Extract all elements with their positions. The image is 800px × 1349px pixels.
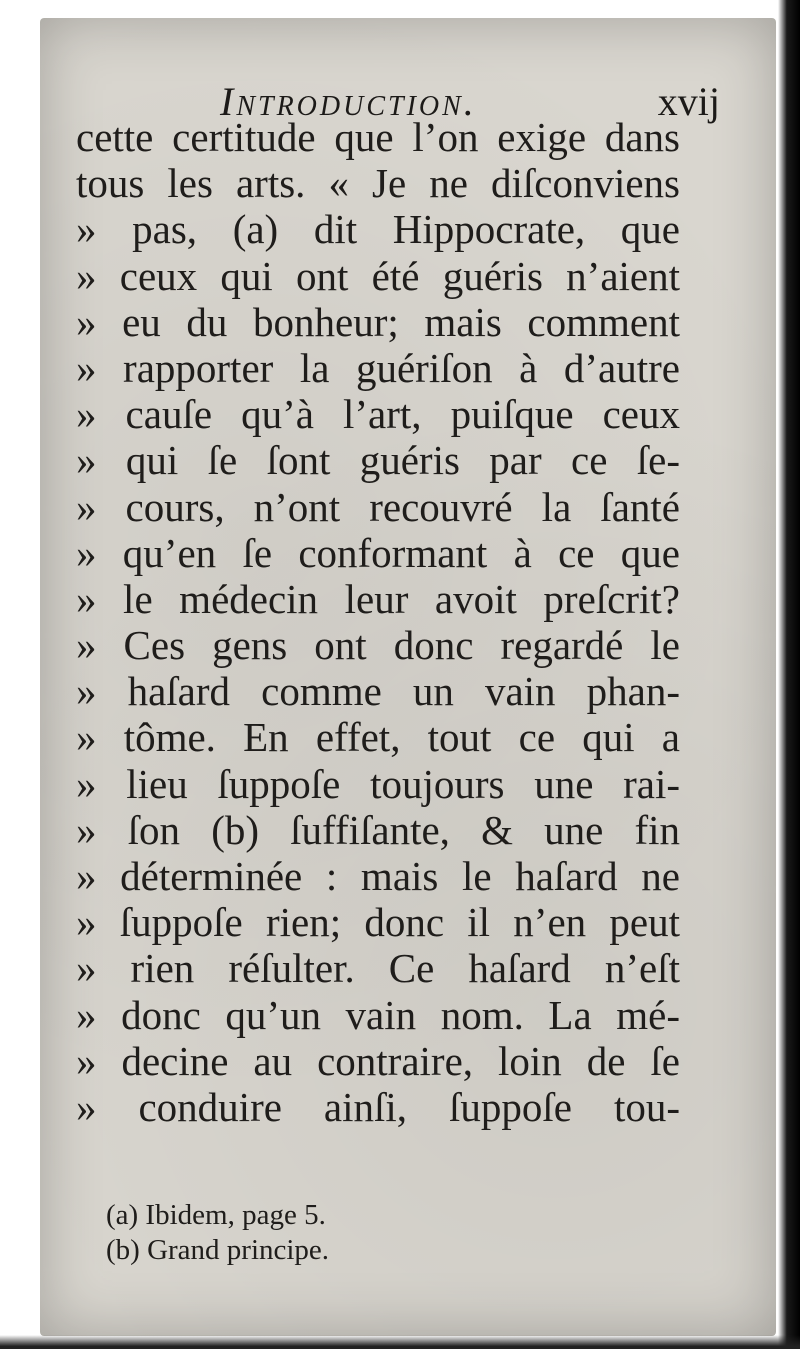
text-line: » le médecin leur avoit preſcrit?: [76, 575, 680, 622]
body-text: [76, 114, 680, 1130]
text-line: » Ces gens ont donc regardé le: [76, 622, 680, 669]
text-line: » ceux qui ont été guéris n’aient: [76, 252, 680, 299]
footnote-b: (b) Grand principe.: [106, 1234, 330, 1266]
text-line: » ſon (b) ſuffiſante, & une fin: [76, 806, 680, 853]
text-line: » cauſe qu’à l’art, puiſque ceux: [76, 391, 680, 438]
text-line: » donc qu’un vain nom. La mé-: [76, 991, 680, 1038]
text-line: » ſuppoſe rien; donc il n’en peut: [76, 899, 680, 946]
footnote-a: (a) Ibidem, page 5.: [106, 1199, 326, 1231]
text-line: cette certitude que l’on exige dans: [76, 114, 680, 160]
text-line: » pas, (a) dit Hippocrate, que: [76, 206, 680, 253]
text-line: tous les arts. « Je ne diſconviens: [76, 160, 680, 207]
text-line: » decine au contraire, loin de ſe: [76, 1037, 680, 1084]
text-line: » haſard comme un vain phan-: [76, 668, 680, 715]
text-line: » qui ſe ſont guéris par ce ſe-: [76, 437, 680, 484]
text-line: » cours, n’ont recouvré la ſanté: [76, 483, 680, 530]
footnotes: [106, 1198, 606, 1268]
scan-edge-bottom: [0, 1335, 800, 1349]
text-line: » rien réſulter. Ce haſard n’eſt: [76, 945, 680, 992]
page-number: xvij: [657, 79, 720, 124]
text-line: » qu’en ſe conformant à ce que: [76, 529, 680, 576]
text-line: » déterminée : mais le haſard ne: [76, 853, 680, 899]
running-title: Introduction.: [220, 79, 477, 124]
text-line: » lieu ſuppoſe toujours une rai-: [76, 760, 680, 807]
text-line: » conduire ainſi, ſuppoſe tou-: [76, 1083, 680, 1130]
text-line: » eu du bonheur; mais comment: [76, 298, 680, 345]
text-line: » rapporter la guériſon à d’autre: [76, 344, 680, 391]
text-line: » tôme. En effet, tout ce qui a: [76, 714, 680, 761]
scan-edge-right: [778, 0, 800, 1349]
